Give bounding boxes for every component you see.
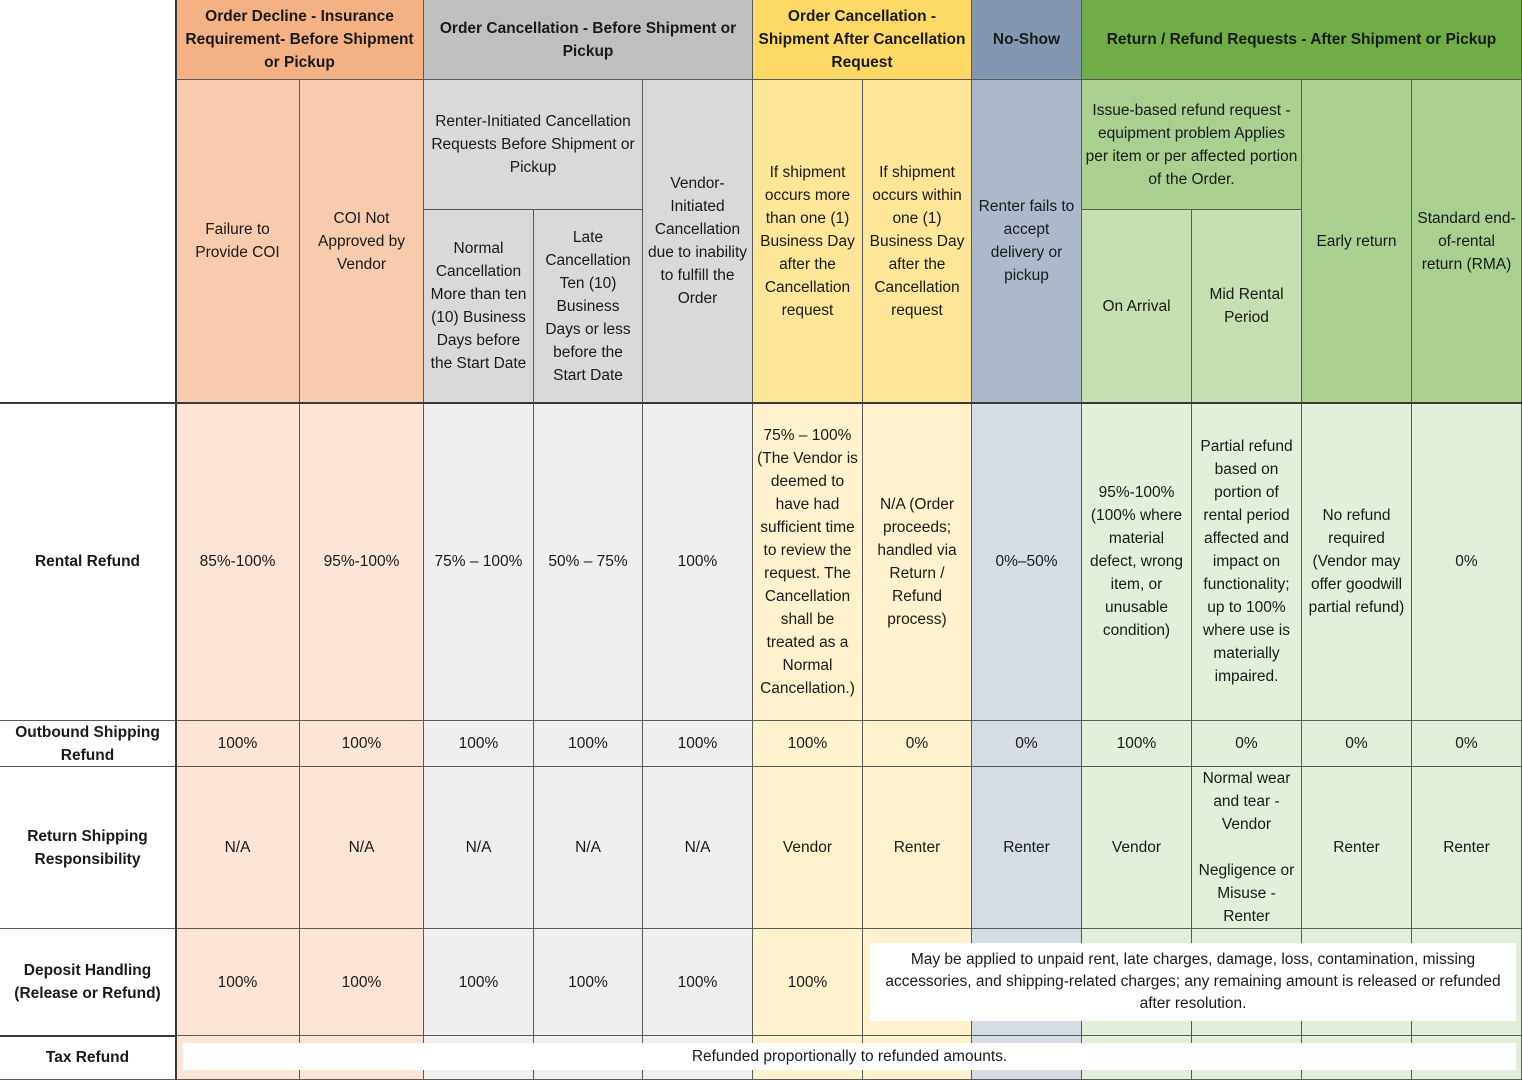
col-standard-return: Standard end-of-rental return (RMA)	[1412, 80, 1522, 403]
outbound-shipping-cell: 100%	[534, 721, 643, 767]
rental-refund-cell: 0%–50%	[972, 403, 1082, 721]
col-normal-cancel: Normal Cancellation More than ten (10) Business Days before the Start Date	[424, 210, 534, 403]
return-shipping-cell: Normal wear and tear - Vendor Negligence or Misuse - Renter	[1192, 767, 1302, 929]
return-shipping-cell: Renter	[972, 767, 1082, 929]
group-return-refund: Return / Refund Requests - After Shipment or Pickup	[1082, 0, 1522, 80]
outbound-shipping-cell: 0%	[1302, 721, 1412, 767]
col-renter-fails: Renter fails to accept delivery or pickup	[972, 80, 1082, 403]
return-shipping-cell: N/A	[643, 767, 753, 929]
deposit-cell: 100%	[534, 929, 643, 1036]
deposit-cell: 100%	[300, 929, 424, 1036]
group-cancel-before: Order Cancellation - Before Shipment or Pickup	[424, 0, 753, 80]
group-order-decline: Order Decline - Insurance Requirement- Before Shipment or Pickup	[176, 0, 424, 80]
deposit-note: May be applied to unpaid rent, late charges, damage, loss, contamination, missing accessories, and shipping-related charges; any remaining amount is released or refunded after resolution.	[870, 943, 1516, 1021]
row-label-deposit: Deposit Handling (Release or Refund)	[0, 929, 176, 1036]
return-shipping-cell: Vendor	[1082, 767, 1192, 929]
subgroup-renter-initiated: Renter-Initiated Cancellation Requests Before Shipment or Pickup	[424, 80, 643, 210]
rental-refund-cell: 95%-100%	[300, 403, 424, 721]
col-failure-coi: Failure to Provide COI	[176, 80, 300, 403]
outbound-shipping-cell: 0%	[1192, 721, 1302, 767]
return-shipping-cell: Vendor	[753, 767, 863, 929]
outbound-shipping-cell: 0%	[972, 721, 1082, 767]
outbound-shipping-cell: 100%	[176, 721, 300, 767]
deposit-cell: 100%	[424, 929, 534, 1036]
outbound-shipping-cell: 100%	[424, 721, 534, 767]
corner-cell	[0, 0, 176, 403]
col-vendor-cancel: Vendor-Initiated Cancellation due to inability to fulfill the Order	[643, 80, 753, 403]
row-label-return-shipping: Return Shipping Responsibility	[0, 767, 176, 929]
row-label-outbound-shipping: Outbound Shipping Refund	[0, 721, 176, 767]
deposit-cell: 100%	[176, 929, 300, 1036]
row-label-rental-refund: Rental Refund	[0, 403, 176, 721]
outbound-shipping-cell: 0%	[1412, 721, 1522, 767]
col-ship-within-one: If shipment occurs within one (1) Business Day after the Cancellation request	[863, 80, 972, 403]
rental-refund-cell: No refund required (Vendor may offer goodwill partial refund)	[1302, 403, 1412, 721]
deposit-cell: 100%	[753, 929, 863, 1036]
col-ship-more-than-one: If shipment occurs more than one (1) Business Day after the Cancellation request	[753, 80, 863, 403]
rental-refund-cell: 50% – 75%	[534, 403, 643, 721]
subgroup-issue-based: Issue-based refund request - equipment problem Applies per item or per affected portion of the Order.	[1082, 80, 1302, 210]
divider	[0, 1035, 176, 1037]
return-shipping-cell: Renter	[1412, 767, 1522, 929]
col-coi-not-approved: COI Not Approved by Vendor	[300, 80, 424, 403]
col-on-arrival: On Arrival	[1082, 210, 1192, 403]
return-shipping-cell: Renter	[1302, 767, 1412, 929]
rental-refund-cell: N/A (Order proceeds; handled via Return / Refund process)	[863, 403, 972, 721]
col-early-return: Early return	[1302, 80, 1412, 403]
rental-refund-cell: 100%	[643, 403, 753, 721]
rental-refund-cell: 0%	[1412, 403, 1522, 721]
group-no-show: No-Show	[972, 0, 1082, 80]
outbound-shipping-cell: 100%	[753, 721, 863, 767]
outbound-shipping-cell: 100%	[643, 721, 753, 767]
return-shipping-cell: N/A	[176, 767, 300, 929]
return-shipping-cell: Renter	[863, 767, 972, 929]
deposit-cell: 100%	[643, 929, 753, 1036]
tax-note: Refunded proportionally to refunded amounts.	[183, 1043, 1516, 1070]
divider	[0, 402, 1522, 404]
col-late-cancel: Late Cancellation Ten (10) Business Days or less before the Start Date	[534, 210, 643, 403]
rental-refund-cell: 85%-100%	[176, 403, 300, 721]
col-mid-rental: Mid Rental Period	[1192, 210, 1302, 403]
group-cancel-after: Order Cancellation - Shipment After Cancellation Request	[753, 0, 972, 80]
outbound-shipping-cell: 100%	[300, 721, 424, 767]
rental-refund-cell: 75% – 100% (The Vendor is deemed to have had sufficient time to review the request. The Cancellation shall be treated as a Normal Cancellation.)	[753, 403, 863, 721]
return-shipping-cell: N/A	[300, 767, 424, 929]
rental-refund-cell: 95%-100% (100% where material defect, wrong item, or unusable condition)	[1082, 403, 1192, 721]
outbound-shipping-cell: 100%	[1082, 721, 1192, 767]
return-shipping-cell: N/A	[534, 767, 643, 929]
rental-refund-cell: 75% – 100%	[424, 403, 534, 721]
rental-refund-cell: Partial refund based on portion of rental period affected and impact on functionality; up to 100% where use is materially impaired.	[1192, 403, 1302, 721]
outbound-shipping-cell: 0%	[863, 721, 972, 767]
return-shipping-cell: N/A	[424, 767, 534, 929]
divider	[175, 0, 177, 1080]
row-label-tax-refund: Tax Refund	[0, 1036, 176, 1080]
